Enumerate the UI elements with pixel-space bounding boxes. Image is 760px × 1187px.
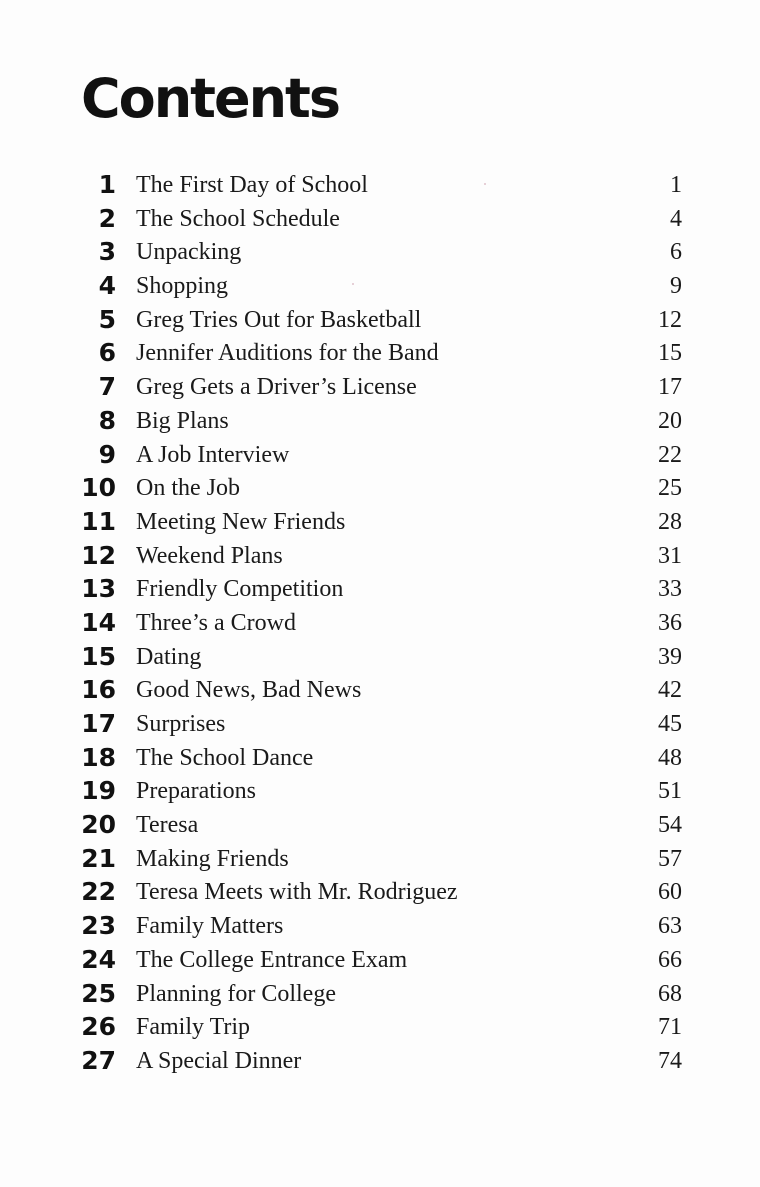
page-number: 54 bbox=[658, 812, 682, 839]
chapter-number: 24 bbox=[81, 944, 116, 974]
toc-entry bbox=[0, 909, 760, 943]
chapter-number: 27 bbox=[81, 1045, 116, 1075]
chapter-title: Greg Gets a Driver’s License bbox=[136, 374, 417, 401]
chapter-number: 15 bbox=[81, 641, 116, 671]
page-number: 36 bbox=[658, 609, 682, 636]
chapter-title: Family Trip bbox=[136, 1014, 251, 1041]
chapter-title: Dating bbox=[136, 643, 202, 670]
page-number: 57 bbox=[658, 845, 682, 872]
chapter-title: Meeting New Friends bbox=[136, 508, 346, 535]
toc-entry bbox=[0, 808, 760, 842]
toc-entry bbox=[0, 303, 760, 337]
chapter-number: 7 bbox=[98, 372, 116, 402]
table-of-contents bbox=[0, 168, 760, 1078]
page-number: 63 bbox=[658, 913, 682, 940]
page-number: 28 bbox=[658, 508, 682, 535]
chapter-number: 3 bbox=[98, 237, 116, 267]
toc-entry bbox=[0, 539, 760, 573]
chapter-number: 19 bbox=[81, 776, 116, 806]
chapter-title: A Job Interview bbox=[136, 441, 290, 468]
page-number: 51 bbox=[658, 778, 682, 805]
page-title: Contents bbox=[81, 67, 340, 130]
toc-entry bbox=[0, 235, 760, 269]
toc-entry bbox=[0, 168, 760, 202]
toc-entry bbox=[0, 370, 760, 404]
page-number: 17 bbox=[658, 374, 682, 401]
page-number: 74 bbox=[658, 1047, 682, 1074]
page-number: 33 bbox=[658, 576, 682, 603]
page-number: 6 bbox=[670, 239, 682, 266]
chapter-number: 13 bbox=[81, 574, 116, 604]
chapter-title: Weekend Plans bbox=[136, 542, 283, 569]
toc-entry bbox=[0, 875, 760, 909]
chapter-number: 26 bbox=[81, 1012, 116, 1042]
chapter-number: 22 bbox=[81, 877, 116, 907]
page-number: 42 bbox=[658, 677, 682, 704]
chapter-number: 9 bbox=[98, 439, 116, 469]
toc-entry bbox=[0, 606, 760, 640]
toc-entry bbox=[0, 438, 760, 472]
chapter-title: Greg Tries Out for Basketball bbox=[136, 306, 422, 333]
chapter-title: Jennifer Auditions for the Band bbox=[136, 340, 439, 367]
page-number: 12 bbox=[658, 306, 682, 333]
chapter-title: The School Dance bbox=[136, 744, 314, 771]
toc-entry bbox=[0, 1044, 760, 1078]
toc-entry bbox=[0, 336, 760, 370]
page-number: 25 bbox=[658, 475, 682, 502]
toc-entry bbox=[0, 471, 760, 505]
chapter-number: 5 bbox=[98, 304, 116, 334]
chapter-title: Family Matters bbox=[136, 913, 284, 940]
page-number: 9 bbox=[670, 273, 682, 300]
chapter-title: Friendly Competition bbox=[136, 576, 344, 603]
chapter-number: 25 bbox=[81, 978, 116, 1008]
page-number: 20 bbox=[658, 407, 682, 434]
chapter-number: 16 bbox=[81, 675, 116, 705]
toc-entry bbox=[0, 1010, 760, 1044]
chapter-title: Good News, Bad News bbox=[136, 677, 362, 704]
chapter-number: 20 bbox=[81, 810, 116, 840]
chapter-title: Making Friends bbox=[136, 845, 289, 872]
toc-entry bbox=[0, 707, 760, 741]
toc-entry bbox=[0, 404, 760, 438]
page-number: 68 bbox=[658, 980, 682, 1007]
chapter-number: 14 bbox=[81, 607, 116, 637]
chapter-number: 10 bbox=[81, 473, 116, 503]
chapter-title: Teresa bbox=[136, 812, 199, 839]
toc-entry bbox=[0, 774, 760, 808]
chapter-title: A Special Dinner bbox=[136, 1047, 302, 1074]
chapter-number: 23 bbox=[81, 911, 116, 941]
chapter-title: Planning for College bbox=[136, 980, 336, 1007]
page-number: 22 bbox=[658, 441, 682, 468]
page-number: 39 bbox=[658, 643, 682, 670]
toc-entry bbox=[0, 572, 760, 606]
chapter-title: Big Plans bbox=[136, 407, 229, 434]
chapter-title: On the Job bbox=[136, 475, 240, 502]
toc-entry bbox=[0, 505, 760, 539]
chapter-number: 8 bbox=[98, 405, 116, 435]
chapter-title: Shopping bbox=[136, 273, 229, 300]
page-number: 48 bbox=[658, 744, 682, 771]
chapter-number: 6 bbox=[98, 338, 116, 368]
chapter-title: The College Entrance Exam bbox=[136, 946, 408, 973]
toc-entry bbox=[0, 943, 760, 977]
chapter-number: 11 bbox=[81, 506, 116, 536]
toc-entry bbox=[0, 673, 760, 707]
toc-entry bbox=[0, 842, 760, 876]
page-number: 71 bbox=[658, 1014, 682, 1041]
toc-entry bbox=[0, 640, 760, 674]
page-number: 60 bbox=[658, 879, 682, 906]
toc-entry bbox=[0, 269, 760, 303]
page-number: 31 bbox=[658, 542, 682, 569]
chapter-title: Surprises bbox=[136, 711, 226, 737]
chapter-number: 17 bbox=[81, 709, 116, 738]
page-number: 45 bbox=[658, 711, 682, 737]
page-number: 66 bbox=[658, 946, 682, 973]
page-number: 15 bbox=[658, 340, 682, 367]
chapter-title: Teresa Meets with Mr. Rodriguez bbox=[136, 879, 458, 906]
chapter-title: The First Day of School bbox=[136, 172, 368, 198]
chapter-number: 1 bbox=[98, 170, 116, 199]
chapter-number: 4 bbox=[98, 271, 116, 301]
toc-entry bbox=[0, 741, 760, 775]
page-number: 1 bbox=[670, 172, 682, 198]
paper-speck bbox=[352, 283, 354, 285]
chapter-title: Three’s a Crowd bbox=[136, 609, 296, 636]
toc-entry bbox=[0, 977, 760, 1011]
chapter-number: 2 bbox=[98, 203, 116, 233]
paper-speck bbox=[484, 183, 486, 185]
chapter-number: 18 bbox=[81, 742, 116, 772]
page-number: 4 bbox=[670, 205, 682, 232]
chapter-number: 12 bbox=[81, 540, 116, 570]
chapter-number: 21 bbox=[81, 843, 116, 873]
toc-entry bbox=[0, 202, 760, 236]
chapter-title: Preparations bbox=[136, 778, 256, 805]
chapter-title: Unpacking bbox=[136, 239, 242, 266]
chapter-title: The School Schedule bbox=[136, 205, 340, 232]
